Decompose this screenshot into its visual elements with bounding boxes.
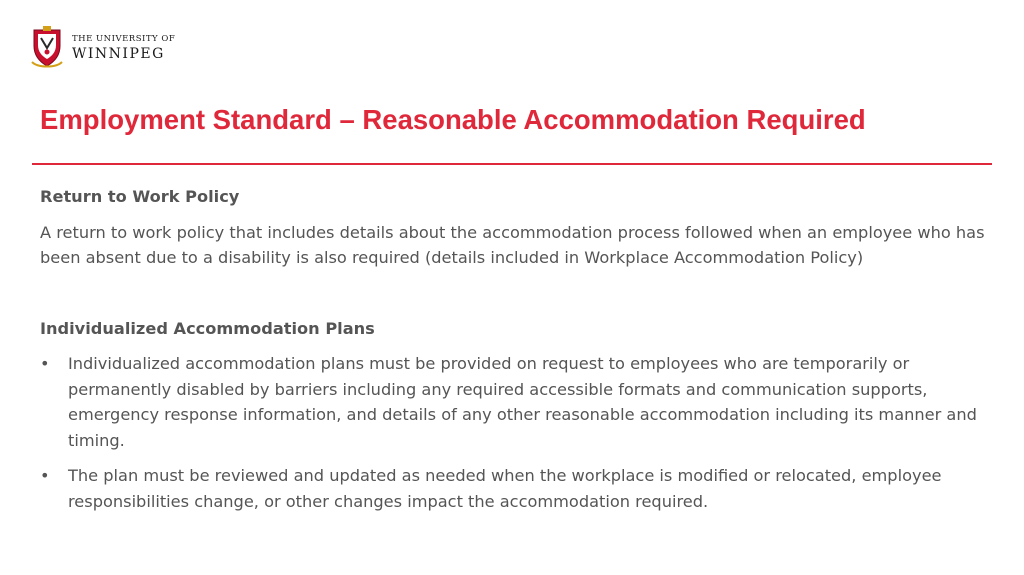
return-to-work-paragraph: A return to work policy that includes details about the accommodation process followed when an employee who has been absent due to a disability is also required (details included in Workplace Accommodation Policy) — [40, 222, 985, 267]
slide-content — [40, 184, 990, 524]
section-heading-accommodation-plans: Individualized Accommodation Plans — [40, 318, 375, 338]
list-item-text: Individualized accommodation plans must be provided on request to employees who are temporarily or permanently disabled by barriers including any required accessible formats and communication supports, emergency response information, and details of any other reasonable accommodation including its manner and timing. — [68, 354, 977, 450]
section-heading-return-to-work: Return to Work Policy — [40, 187, 240, 206]
accommodation-plans-list — [40, 351, 990, 514]
university-wordmark — [72, 35, 175, 61]
bullet-icon: • — [40, 354, 50, 373]
university-logo — [30, 26, 175, 70]
list-item — [40, 351, 990, 453]
list-item-text: The plan must be reviewed and updated as needed when the workplace is modified or relocated, employee responsibilities change, or other changes impact the accommodation required. — [68, 466, 942, 511]
wordmark-line2: WINNIPEG — [72, 45, 165, 62]
slide-title: Employment Standard – Reasonable Accommodation Required — [40, 104, 866, 135]
crest-icon — [30, 26, 64, 70]
wordmark-line1: THE UNIVERSITY OF — [72, 34, 176, 45]
title-divider — [32, 163, 992, 165]
list-item — [40, 463, 990, 514]
bullet-icon: • — [40, 466, 50, 485]
